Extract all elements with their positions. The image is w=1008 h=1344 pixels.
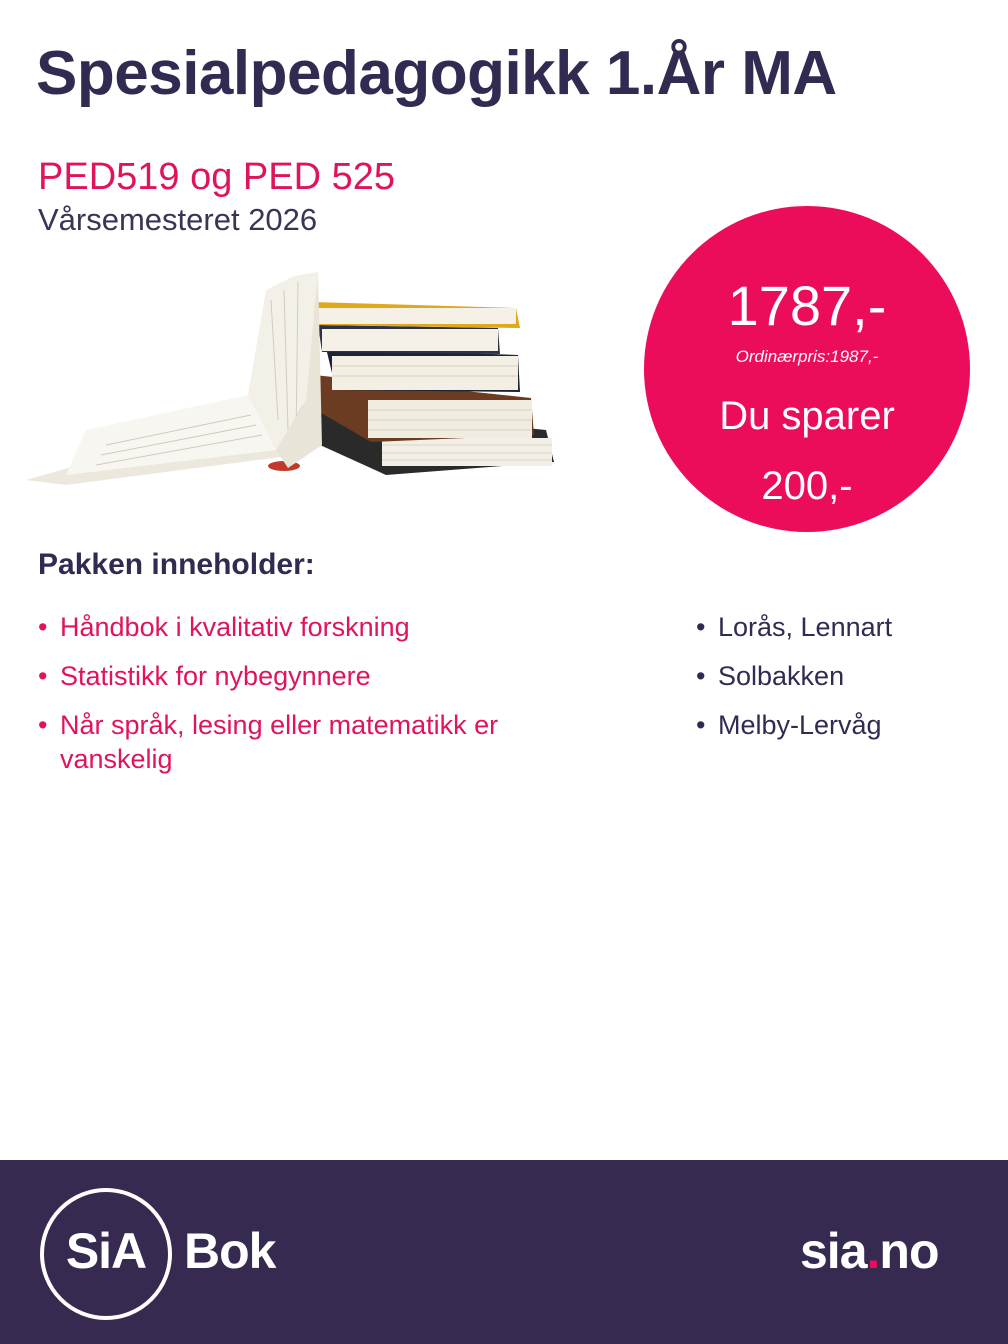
site-name-tld: no (879, 1223, 939, 1279)
ordinary-price: Ordinærpris:1987,- (735, 347, 879, 366)
list-item: • Lorås, Lennart (696, 610, 996, 644)
book-titles-list (38, 610, 598, 791)
savings-amount: 200,- (761, 464, 853, 508)
semester: Vårsemesteret 2026 (38, 202, 318, 237)
stack-of-books-image (26, 270, 566, 490)
price-badge (644, 206, 970, 532)
list-item: • Når språk, lesing eller matematikk er vanskelig (38, 708, 598, 776)
course-codes: PED519 og PED 525 (38, 156, 396, 198)
page-title: Spesialpedagogikk 1.År MA (36, 39, 837, 108)
savings-label: Du sparer (719, 394, 895, 438)
site-name-main: sia (800, 1223, 867, 1279)
list-item: • Håndbok i kvalitativ forskning (38, 610, 598, 644)
list-item: • Statistikk for nybegynnere (38, 659, 598, 693)
contents-heading: Pakken inneholder: (38, 548, 315, 581)
package-price: 1787,- (727, 274, 887, 337)
list-item: • Melby-Lervåg (696, 708, 996, 742)
sia-logo-word: Bok (184, 1223, 276, 1279)
site-name-dot: . (866, 1223, 880, 1279)
list-item: • Solbakken (696, 659, 996, 693)
site-name (800, 1221, 939, 1281)
sia-logo-mark: SiA (65, 1223, 147, 1279)
book-authors-list (696, 610, 996, 757)
